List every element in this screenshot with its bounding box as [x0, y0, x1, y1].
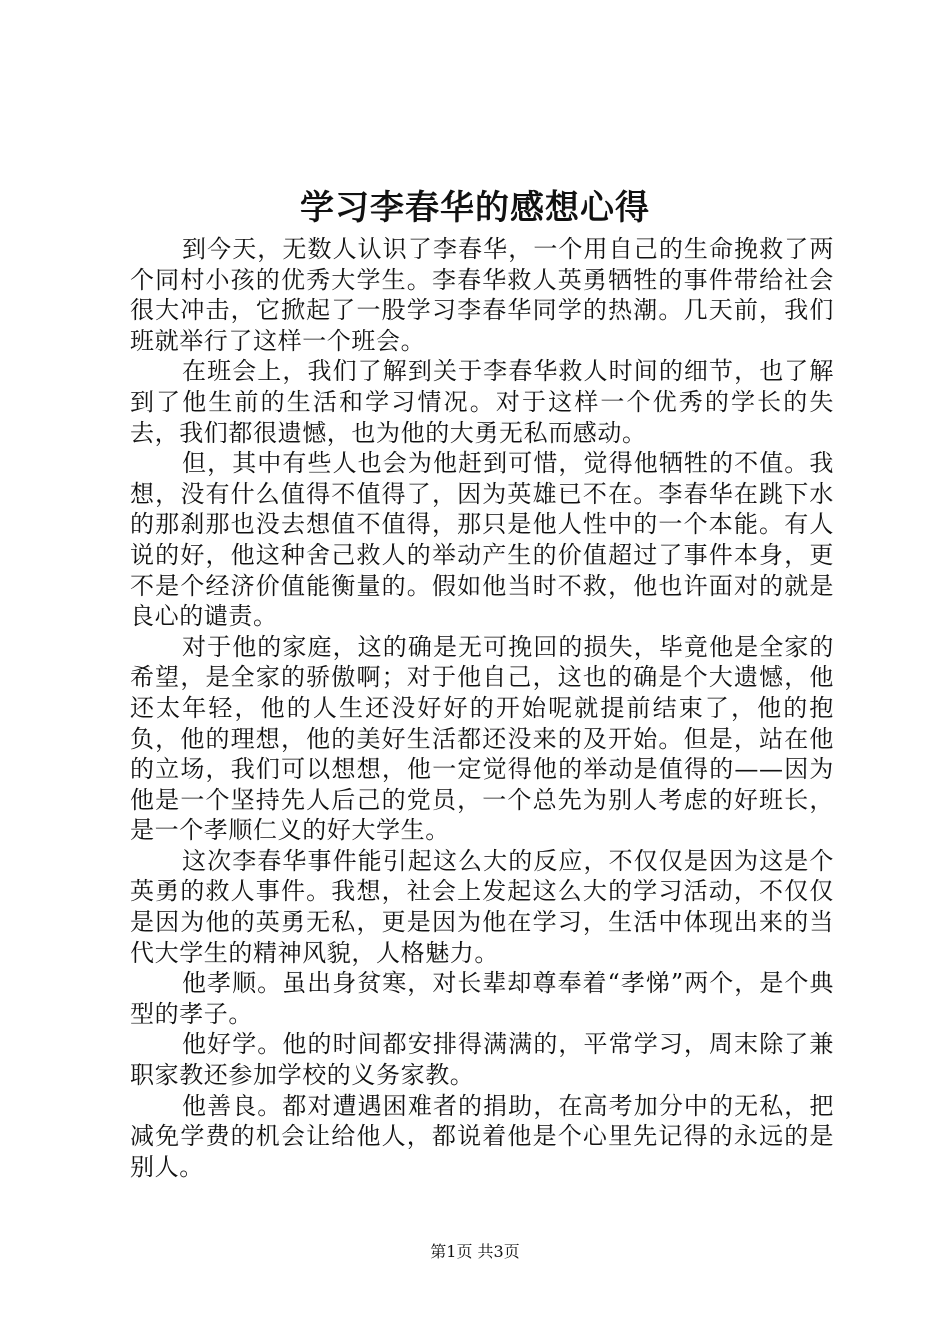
paragraph: 在班会上，我们了解到关于李春华救人时间的细节，也了解到了他生前的生活和学习情况。对于这样一个优秀的学长的失去，我们都很遗憾，也为他的大勇无私而感动。	[130, 357, 834, 447]
paragraph: 他孝顺。虽出身贫寒，对长辈却尊奉着“孝悌”两个，是个典型的孝子。	[130, 969, 834, 1028]
paragraph: 对于他的家庭，这的确是无可挽回的损失，毕竟他是全家的希望，是全家的骄傲啊；对于他自己，这也的确是个大遗憾，他还太年轻，他的人生还没好好的开始呢就提前结束了，他的抱负，他的理想，他的美好生活都还没来的及开始。但是，站在他的立场，我们可以想想，他一定觉得他的举动是值得的——因为他是一个坚持先人后己的党员，一个总先为别人考虑的好班长，是一个孝顺仁义的好大学生。	[130, 632, 834, 845]
page-number-footer: 第1页 共3页	[430, 1242, 520, 1261]
paragraph: 但，其中有些人也会为他赶到可惜，觉得他牺牲的不值。我想，没有什么值得不值得了，因为英雄已不在。李春华在跳下水的那刹那也没去想值不值得，那只是他人性中的一个本能。有人说的好，他这种舍己救人的举动产生的价值超过了事件本身，更不是个经济价值能衡量的。假如他当时不救，他也许面对的就是良心的谴责。	[130, 449, 834, 631]
paragraph: 他好学。他的时间都安排得满满的，平常学习，周末除了兼职家教还参加学校的义务家教。	[130, 1030, 834, 1090]
paragraph: 这次李春华事件能引起这么大的反应，不仅仅是因为这是个英勇的救人事件。我想，社会上发起这么大的学习活动，不仅仅是因为他的英勇无私，更是因为他在学习，生活中体现出来的当代大学生的精神风貌，人格魅力。	[130, 846, 834, 967]
document-title: 学习李春华的感想心得	[300, 188, 650, 228]
paragraph: 他善良。都对遭遇困难者的捐助，在高考加分中的无私，把减免学费的机会让给他人，都说着他是个心里先记得的永远的是别人。	[130, 1091, 834, 1181]
document-body	[130, 234, 834, 1182]
paragraph: 到今天，无数人认识了李春华，一个用自己的生命挽救了两个同村小孩的优秀大学生。李春华救人英勇牺牲的事件带给社会很大冲击，它掀起了一股学习李春华同学的热潮。几天前，我们班就举行了这样一个班会。	[130, 235, 834, 355]
